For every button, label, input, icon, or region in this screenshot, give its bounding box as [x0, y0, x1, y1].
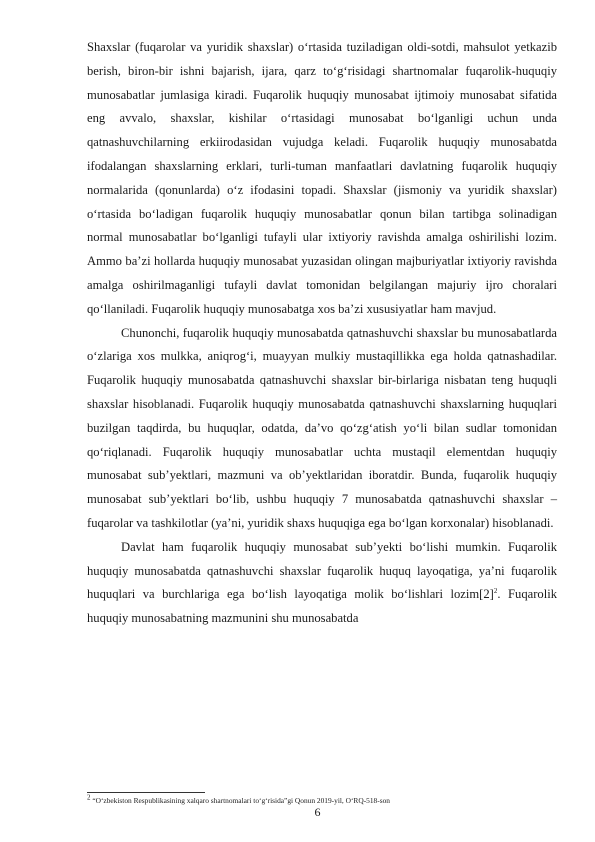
page-number: 6: [314, 805, 321, 819]
paragraph-3-text: Davlat ham fuqarolik huquqiy munosabat sub’yekti bo‘lishi mumkin. Fuqarolik huquqiy munosabatda qatnashuvchi shaxslar fuqarolik huquq layoqatiga, ya’ni fuqarolik huquqlari va burchlariga ega bo‘lish layoqatiga molik bo‘lishlari lozim[2]: [87, 539, 557, 602]
document-body: [87, 36, 557, 631]
footnote-marker: 2: [87, 793, 91, 802]
paragraph-2: Chunonchi, fuqarolik huquqiy munosabatda qatnashuvchi shaxslar bu munosabatlarda o‘zlariga xos mulkka, aniqrog‘i, muayyan mulkiy mustaqillikka ega holda qatnashadilar. Fuqarolik huquqiy munosabatda qatnashuvchi shaxslar bir-birlariga nisbatan teng huquqli shaxslar hisoblanadi. Fuqarolik huquqiy munosabatda qatnashuvchi shaxslarning huquqlari buzilgan taqdirda, bu huquqlar, odatda, da’vo qo‘zg‘atish yo‘li bilan sudlar tomonidan qo‘riqlanadi. Fuqarolik huquqiy munosabatlar uchta mustaqil elementdan huquqiy munosabat sub’yektlari, mazmuni va ob’yektlaridan iboratdir. Bunda, fuqarolik huquqiy munosabat sub’yektlari bo‘lib, ushbu huquqiy 7 munosabatda qatnashuvchi shaxslar – fuqarolar va tashkilotlar (ya’ni, yuridik shaxs huquqiga ega bo‘lgan korxonalar) hisoblanadi.: [87, 325, 557, 530]
paragraph-3: [87, 536, 557, 631]
footnote-text: “O‘zbekiston Respublikasining xalqaro shartnomalari to‘g‘risida”gi Qonun 2019-yil, O‘RQ-518-son: [90, 796, 390, 805]
paragraph-1: Shaxslar (fuqarolar va yuridik shaxslar) o‘rtasida tuziladigan oldi-sotdi, mahsulot yetkazib berish, biron-bir ishni bajarish, ijara, qarz to‘g‘risidagi shartnomalar fuqarolik-huquqiy munosabatlar jumlasiga kiradi. Fuqarolik huquqiy munosabat ijtimoiy munosabat sifatida eng avvalo, shaxslar, kishilar o‘rtasidagi munosabat bo‘lganligi uchun unda qatnashuvchilarning erkiirodasidan vujudga keladi. Fuqarolik huquqiy munosabatda ifodalangan shaxslarning erklari, turli-tuman manfaatlari davlatning fuqarolik huquqiy normalarida (qonunlarda) o‘z ifodasini topadi. Shaxslar (jismoniy va yuridik shaxslar) o‘rtasida bo‘ladigan fuqarolik huquqiy munosabatlar qonun bilan tartibga solinadigan normal munosabatlar bo‘lganligi tufayli ular ixtiyoriy ravishda amalga oshirilishi lozim. Ammo ba’zi hollarda huquqiy munosabat yuzasidan olingan majburiyatlar ixtiyoriy ravishda amalga oshirilmaganligi tufayli davlat tomonidan belgilangan majuriy ijro choralari qo‘llaniladi. Fuqarolik huquqiy munosabatga xos ba’zi xususiyatlar ham mavjud.: [87, 40, 557, 316]
paragraph-3-continuation: . Fuqarolik huquqiy munosabatning mazmunini shu munosabatda: [87, 587, 557, 626]
footnote-separator: [87, 792, 205, 793]
footnote-reference[interactable]: 2: [493, 587, 498, 596]
